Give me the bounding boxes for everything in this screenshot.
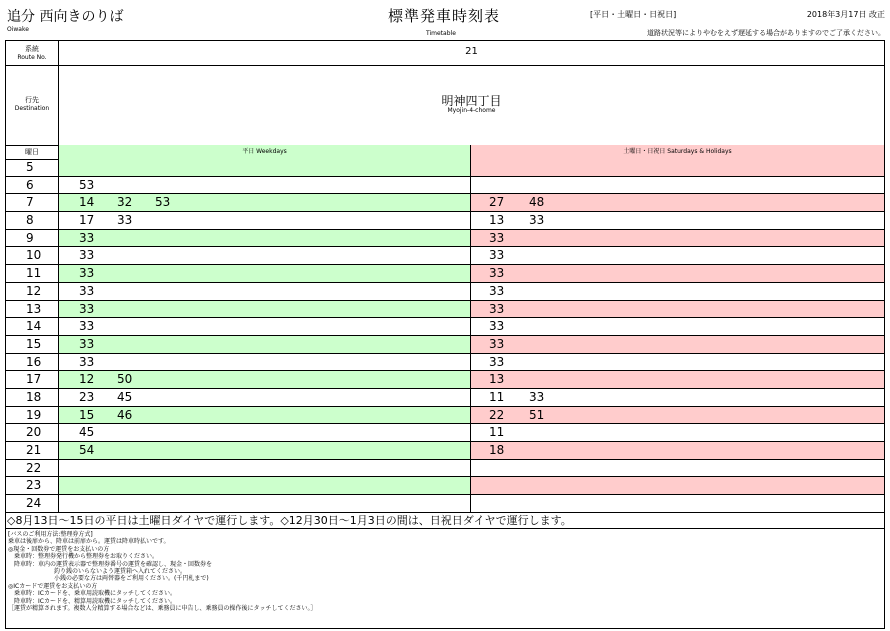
- holiday-minutes-cell: [471, 336, 884, 353]
- hour-row: [6, 301, 884, 319]
- usage-line: 乗車は後扉から、降車は前扉から。運賃は降車時払いです。: [8, 538, 170, 546]
- departure-minute: 33: [529, 213, 545, 228]
- weekday-minutes-cell: [59, 442, 471, 459]
- hour-row: [6, 283, 884, 301]
- hour-cell: 10: [6, 247, 59, 264]
- destination-name-en: Myojin-4-chome: [447, 107, 496, 114]
- destination-row: [6, 65, 884, 146]
- holiday-minutes-cell: [471, 265, 884, 282]
- hour-cell: 9: [6, 230, 59, 247]
- departure-minute: 11: [489, 389, 505, 404]
- timetable-grid: [5, 40, 885, 629]
- timetable-title-en: Timetable: [426, 30, 456, 37]
- usage-line: 釣り銭のいらないよう運賃箱へ入れてください。: [54, 568, 187, 576]
- route-label: [6, 41, 59, 65]
- hour-row: [6, 230, 884, 248]
- weekday-minutes-cell: [59, 407, 471, 424]
- route-label-en: Route No.: [17, 54, 47, 61]
- departure-minute: 33: [79, 283, 95, 298]
- departure-minute: 11: [489, 425, 505, 440]
- departure-minute: 50: [117, 372, 133, 387]
- usage-instructions: [8, 531, 878, 612]
- holiday-minutes-cell: [471, 247, 884, 264]
- departure-minute: 33: [79, 248, 95, 263]
- departure-minute: 13: [489, 372, 505, 387]
- hour-cell: 7: [6, 194, 59, 211]
- hour-cell: 8: [6, 212, 59, 229]
- hour-row: [6, 407, 884, 425]
- holiday-column-header: 土曜日・日祝日 Saturdays & Holidays: [471, 145, 884, 159]
- departure-minute: 23: [79, 389, 95, 404]
- weekday-minutes-cell: [59, 389, 471, 406]
- departure-minute: 51: [529, 407, 545, 422]
- destination-name: 明神四丁目: [441, 94, 502, 108]
- departure-minute: 14: [79, 195, 95, 210]
- hour-cell: 15: [6, 336, 59, 353]
- holiday-minutes-cell: [471, 460, 884, 477]
- hour-cell: 16: [6, 354, 59, 371]
- stop-name-romaji: Oiwake: [7, 26, 29, 33]
- route-label-ja: 系統: [25, 45, 39, 53]
- destination-label-ja: 行先: [25, 96, 39, 104]
- hour-row: [6, 371, 884, 389]
- holiday-minutes-cell: [471, 212, 884, 229]
- delay-notice: 道路状況等によりやむをえず遅延する場合がありますのでご了承ください。: [647, 29, 885, 37]
- departure-minute: 33: [489, 248, 505, 263]
- hour-row: [6, 336, 884, 354]
- weekday-minutes-cell: [59, 371, 471, 388]
- departure-minute: 33: [489, 301, 505, 316]
- hour-row: [6, 247, 884, 265]
- destination-label-en: Destination: [14, 105, 50, 112]
- weekday-minutes-cell: [59, 194, 471, 211]
- holiday-minutes-cell: [471, 477, 884, 494]
- departure-minute: 33: [529, 389, 545, 404]
- departure-minute: 33: [79, 230, 95, 245]
- departure-minute: 33: [489, 336, 505, 351]
- holiday-minutes-cell: [471, 407, 884, 424]
- departure-minute: 33: [79, 266, 95, 281]
- holiday-minutes-cell: [471, 177, 884, 194]
- revision-date: 2018年3月17日 改正: [806, 10, 885, 19]
- column-header-row: [6, 145, 884, 160]
- holiday-minutes-cell: [471, 495, 884, 512]
- departure-minute: 33: [79, 336, 95, 351]
- hour-cell: 17: [6, 371, 59, 388]
- weekday-minutes-cell: [59, 477, 471, 494]
- hour-cell: 19: [6, 407, 59, 424]
- departure-minute: 33: [489, 354, 505, 369]
- usage-line: 乗車時：ICカードを、乗車用読取機にタッチしてください。: [14, 590, 176, 598]
- hour-cell: 24: [6, 495, 59, 512]
- usage-line: [バスのご利用方法:整理券方式]: [8, 531, 93, 538]
- departure-minute: 27: [489, 195, 505, 210]
- hour-row: [6, 495, 884, 513]
- departure-minute: 33: [79, 354, 95, 369]
- departure-minute: 53: [155, 195, 171, 210]
- timetable-header: [5, 3, 885, 40]
- usage-line: 降車時：ICカードを、精算用読取機にタッチしてください。: [14, 597, 176, 605]
- holiday-minutes-cell: [471, 283, 884, 300]
- departure-minute: 32: [117, 195, 133, 210]
- departure-minute: 45: [117, 389, 133, 404]
- hour-cell: 22: [6, 460, 59, 477]
- usage-line: 乗車時：整理券発行機から整理券をお取りください。: [14, 553, 159, 561]
- holiday-minutes-cell: [471, 318, 884, 335]
- weekday-minutes-cell: [59, 212, 471, 229]
- hour-cell: 11: [6, 265, 59, 282]
- hour-row: [6, 442, 884, 460]
- hour-row: [6, 389, 884, 407]
- usage-line: ◎現金・回数券で運賃をお支払いの方: [8, 545, 110, 553]
- hour-row: [6, 212, 884, 230]
- departure-minute: 33: [489, 266, 505, 281]
- weekday-minutes-cell: [59, 460, 471, 477]
- hour-cell: 12: [6, 283, 59, 300]
- departure-minute: 33: [117, 213, 133, 228]
- departure-minute: 13: [489, 213, 505, 228]
- route-row: [6, 41, 884, 66]
- usage-line: 小銭の必要な方は両替器をご利用ください。(千円札まで): [54, 575, 209, 583]
- departure-minute: 33: [79, 301, 95, 316]
- departure-minute: 45: [79, 425, 95, 440]
- usage-line: ［運賃が精算されます。複数人分精算する場合などは、乗務員に申告し、乗務員の操作後にタッチしてください。］: [8, 605, 317, 613]
- hour-row: [6, 424, 884, 442]
- holiday-minutes-cell: [471, 301, 884, 318]
- departure-minute: 54: [79, 443, 95, 457]
- departure-minute: 15: [79, 407, 95, 422]
- weekday-minutes-cell: [59, 354, 471, 371]
- holiday-minutes-cell: [471, 354, 884, 371]
- timetable-title: 標準発車時刻表: [388, 7, 501, 25]
- holiday-minutes-cell: [471, 389, 884, 406]
- hour-cell: 6: [6, 177, 59, 194]
- holiday-minutes-cell: [471, 194, 884, 211]
- holiday-minutes-cell: [471, 371, 884, 388]
- hour-row: [6, 159, 884, 177]
- weekday-minutes-cell: [59, 424, 471, 441]
- weekday-minutes-cell: [59, 265, 471, 282]
- hour-row: [6, 354, 884, 372]
- weekday-minutes-cell: [59, 336, 471, 353]
- departure-minute: 33: [489, 319, 505, 334]
- hour-cell: 21: [6, 442, 59, 459]
- hour-row: [6, 265, 884, 283]
- departure-minute: 18: [489, 443, 505, 457]
- weekday-minutes-cell: [59, 301, 471, 318]
- departure-minute: 53: [79, 177, 95, 192]
- hour-cell: 14: [6, 318, 59, 335]
- weekday-minutes-cell: [59, 283, 471, 300]
- holiday-minutes-cell: [471, 159, 884, 176]
- departure-minute: 48: [529, 195, 545, 210]
- schedule-note: ◇8月13日～15日の平日は土曜日ダイヤで運行します。◇12月30日～1月3日の間は、日祝日ダイヤで運行します。: [6, 513, 884, 529]
- day-type-label: [平日・土曜日・日祝日]: [590, 10, 677, 19]
- usage-line: 降車時：車内の運賃表示器で整理券番号の運賃を確認し、現金・回数券を: [14, 560, 213, 568]
- route-number: 21: [465, 46, 478, 57]
- weekday-minutes-cell: [59, 318, 471, 335]
- departure-minute: 33: [489, 283, 505, 298]
- hour-row: [6, 477, 884, 495]
- hour-row: [6, 460, 884, 478]
- departure-minute: 12: [79, 372, 95, 387]
- hour-cell: 18: [6, 389, 59, 406]
- hour-column-header: 曜日: [6, 145, 59, 159]
- weekday-minutes-cell: [59, 247, 471, 264]
- holiday-minutes-cell: [471, 424, 884, 441]
- weekday-column-header: 平日 Weekdays: [59, 145, 471, 159]
- holiday-minutes-cell: [471, 442, 884, 459]
- departure-minute: 17: [79, 213, 95, 228]
- departure-minute: 22: [489, 407, 505, 422]
- weekday-minutes-cell: [59, 230, 471, 247]
- hour-cell: 23: [6, 477, 59, 494]
- hour-cell: 13: [6, 301, 59, 318]
- hour-rows: [6, 159, 884, 513]
- weekday-minutes-cell: [59, 495, 471, 512]
- weekday-minutes-cell: [59, 159, 471, 176]
- weekday-minutes-cell: [59, 177, 471, 194]
- hour-row: [6, 177, 884, 195]
- departure-minute: 33: [489, 230, 505, 245]
- hour-cell: 20: [6, 424, 59, 441]
- hour-cell: 5: [6, 159, 59, 176]
- holiday-minutes-cell: [471, 230, 884, 247]
- departure-minute: 46: [117, 407, 133, 422]
- usage-line: ◎ICカードで運賃をお支払いの方: [8, 582, 98, 590]
- hour-row: [6, 318, 884, 336]
- departure-minute: 33: [79, 319, 95, 334]
- destination-label: [6, 65, 59, 145]
- hour-row: [6, 194, 884, 212]
- stop-name: 追分 西向きのりば: [7, 9, 124, 25]
